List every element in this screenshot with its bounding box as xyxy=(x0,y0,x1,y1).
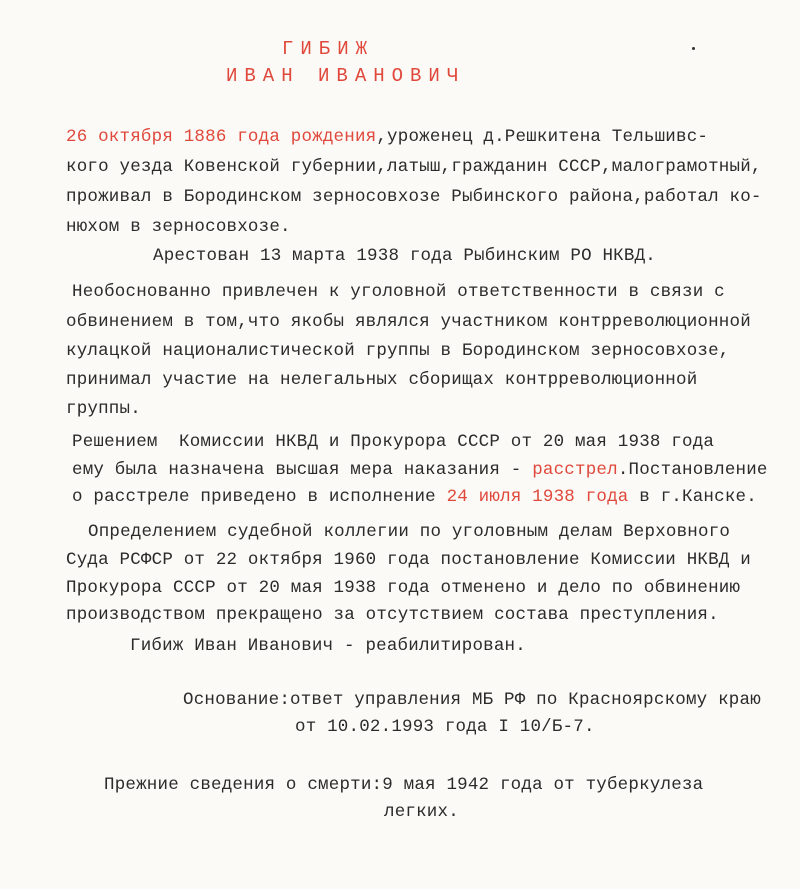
p1-line4: нюхом в зерносовхозе. xyxy=(66,217,291,237)
p5-line3: Прокурора СССР от 20 мая 1938 года отменено и дело по обвинению xyxy=(66,578,741,598)
p1-line1 xyxy=(66,127,708,147)
p4-line1: Решением Комиссии НКВД и Прокурора СССР от 20 мая 1938 года xyxy=(72,432,715,452)
basis-line1: Основание:ответ управления МБ РФ по Красноярскому краю xyxy=(183,690,761,710)
p4-line2-b: .Постановление xyxy=(617,460,768,480)
arrest-line: Арестован 13 марта 1938 года Рыбинским РО НКВД. xyxy=(153,246,656,266)
ink-speck xyxy=(692,47,695,50)
p4-line2-a: ему была назначена высшая мера наказания - xyxy=(72,460,533,480)
p3-line5: группы. xyxy=(66,399,141,419)
p5-line4: производством прекращено за отсутствием состава преступления. xyxy=(66,605,719,625)
p5-line1: Определением судебной коллегии по уголовным делам Верховного xyxy=(88,522,731,542)
rehabilitation-line: Гибиж Иван Иванович - реабилитирован. xyxy=(130,636,526,656)
previous-info-line2: легких. xyxy=(384,802,459,822)
previous-info-line1: Прежние сведения о смерти:9 мая 1942 года от туберкулеза xyxy=(104,775,704,795)
title-name: ИВАН ИВАНОВИЧ xyxy=(226,65,466,87)
p3-line3: кулацкой националистической группы в Бородинском зерносовхозе, xyxy=(66,341,730,361)
p4-line2 xyxy=(72,460,768,480)
p3-line1: Необоснованно привлечен к уголовной ответственности в связи с xyxy=(72,282,725,302)
p3-line4: принимал участие на нелегальных сборищах контрреволюционной xyxy=(66,370,698,390)
p3-line2: обвинением в том,что якобы являлся участником контрреволюционной xyxy=(66,312,751,332)
birth-date: 26 октября 1886 года рождения xyxy=(66,127,377,147)
p1-line1-rest: ,уроженец д.Решкитена Тельшивс- xyxy=(376,127,709,147)
title-surname: ГИБИЖ xyxy=(282,38,375,60)
p4-line3 xyxy=(72,487,757,507)
p4-line3-a: о расстреле приведено в исполнение xyxy=(72,487,447,507)
p1-line2: кого уезда Ковенской губернии,латыш,гражданин СССР,малограмотный, xyxy=(66,157,762,177)
p4-line3-b: в г.Канске. xyxy=(628,487,757,507)
p5-line2: Суда РСФСР от 22 октября 1960 года постановление Комиссии НКВД и xyxy=(66,550,751,570)
sentence-red: расстрел xyxy=(532,460,618,480)
execution-date: 24 июля 1938 года xyxy=(446,487,629,507)
p1-line3: проживал в Бородинском зерносовхозе Рыбинского района,работал ко- xyxy=(66,187,762,207)
basis-line2: от 10.02.1993 года I 10/Б-7. xyxy=(295,717,595,737)
